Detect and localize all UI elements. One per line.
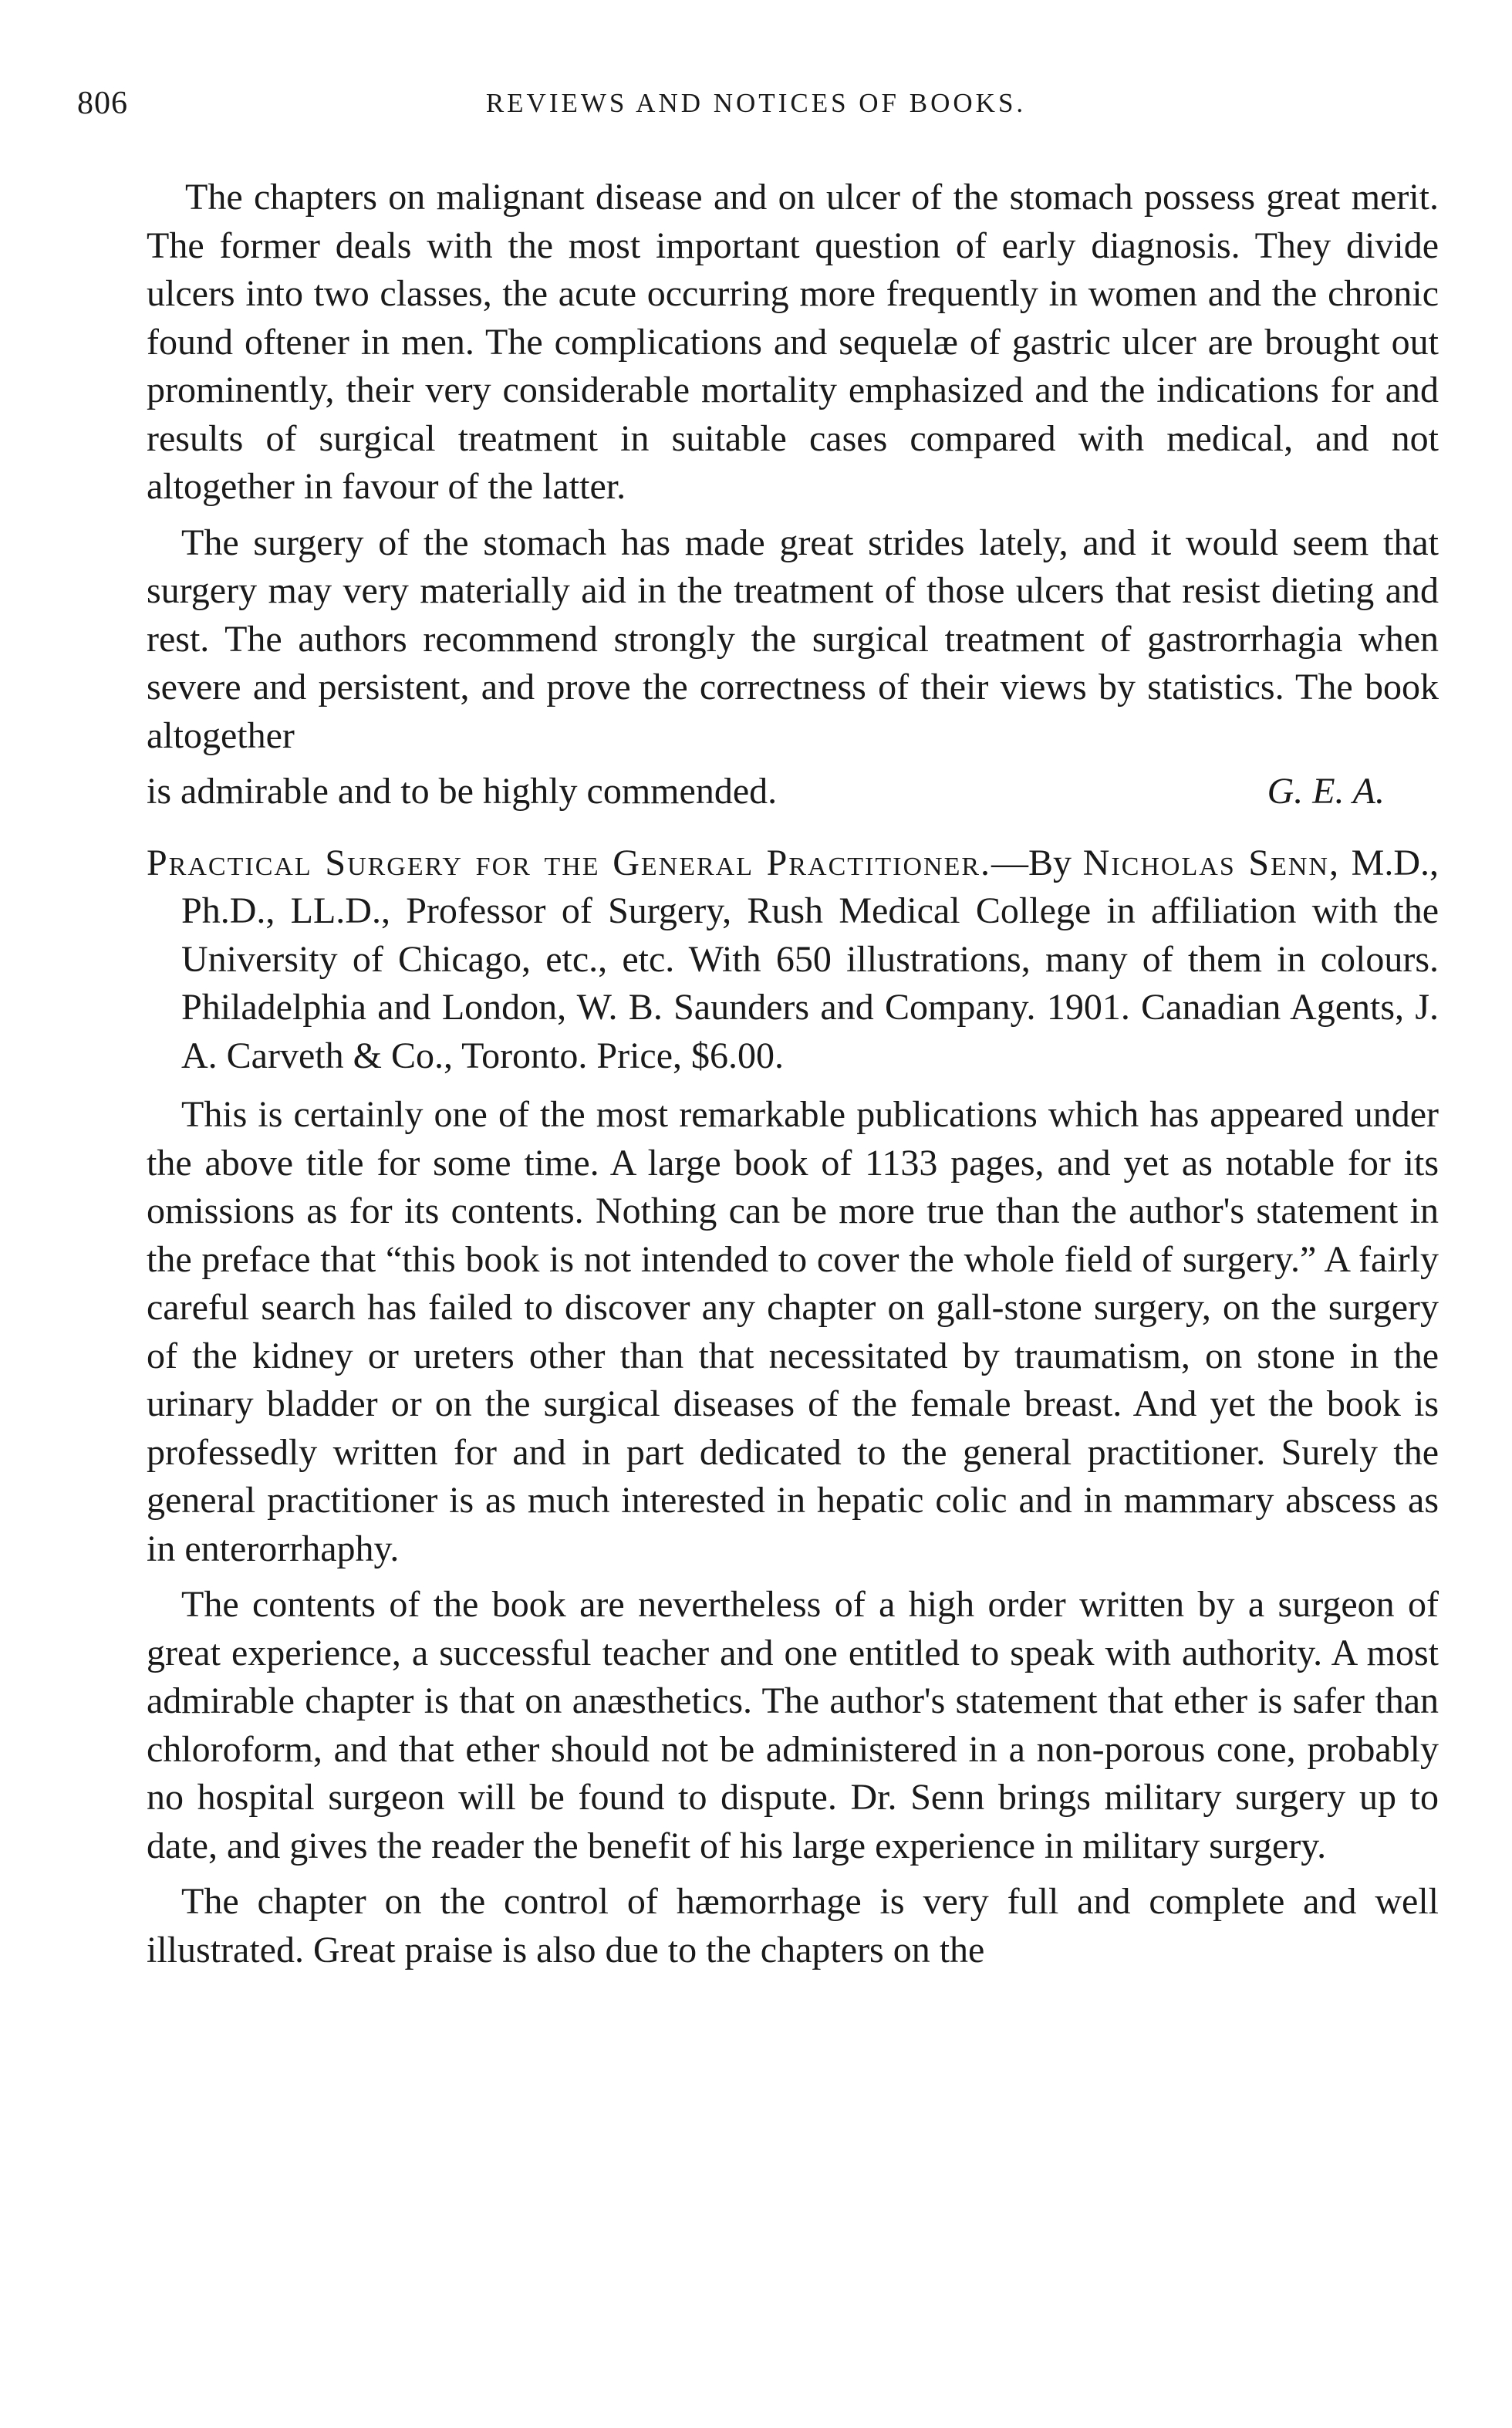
review2-paragraph-2: The contents of the book are nevertheless of a high order written by a surgeon of great experience, a successful teacher and one entitled to speak with authority. A most admirable chapter is that on anæsthetics. The author's statement that ether is safer than chloroform, and that ether should not be administered in a non-porous cone, probably no hospital surgeon will be found to dispute. Dr. Senn brings military surgery up to date, and gives the reader the benefit of his large experience in military surgery. <box>147 1584 1439 1866</box>
review1-paragraph-1: The chapters on malignant disease and on ulcer of the stomach possess great merit. The former deals with the most important question of early diagnosis. They divide ulcers into two classes, the acute occurring more frequently in women and the chronic found oftener in men. The complications and sequelæ of gastric ulcer are brought out prominently, their very considerable mortality emphasized and the indications for and results of surgical treatment in suitable cases compared with medical, and not altogether in favour of the latter. <box>147 177 1439 507</box>
review2-citation-details: M.D., Ph.D., LL.D., Professor of Surgery, Rush Medical College in affiliation with the University of Chicago, etc., etc. With 650 illustrations, many of them in colours. Philadelphia and London, W. B. Saunders and Company. 1901. Canadian Agents, J. A. Carveth & Co., Toronto. Price, $6.00. <box>181 842 1439 1076</box>
review1-closing-line: is admirable and to be highly commended. <box>147 771 778 812</box>
review1-signature: G. E. A. <box>1267 771 1385 812</box>
review2-book-title: Practical Surgery for the General Practitioner. <box>147 842 992 883</box>
review2-by-prefix: —By <box>991 842 1072 883</box>
review2-paragraph-1: This is certainly one of the most remarkable publications which has appeared under the above title for some time. A large book of 1133 pages, and yet as notable for its omissions as for its contents. Nothing can be more true than the author's statement in the preface that “this book is not intended to cover the whole field of surgery.” A fairly careful search has failed to discover any chapter on gall-stone surgery, on the surgery of the kidney or ureters other than that necessitated by traumatism, on stone in the urinary bladder or on the surgical diseases of the female breast. And yet the book is professedly written for and in part dedicated to the general practitioner. Surely the general practitioner is as much interested in hepatic colic and in mammary abscess as in enterorrhaphy. <box>147 1094 1439 1569</box>
review2-citation <box>147 839 1439 1081</box>
review1-paragraph-2: The surgery of the stomach has made great strides lately, and it would seem that surgery may very materially aid in the treatment of those ulcers that resist dieting and rest. The authors recommend strongly the surgical treatment of gastrorrhagia when severe and persistent, and prove the correctness of their views by statistics. The book altogether <box>147 522 1439 756</box>
running-head <box>77 85 1435 131</box>
review1-closing <box>147 768 1439 816</box>
body-text <box>147 174 1439 1982</box>
review2-author: Nicholas Senn, <box>1082 842 1340 883</box>
running-head-title: REVIEWS AND NOTICES OF BOOKS. <box>485 88 1027 118</box>
review2-paragraph-3: The chapter on the control of hæmorrhage is very full and complete and well illustrated. Great praise is also due to the chapters on the <box>147 1881 1439 1970</box>
page-number: 806 <box>77 86 128 121</box>
